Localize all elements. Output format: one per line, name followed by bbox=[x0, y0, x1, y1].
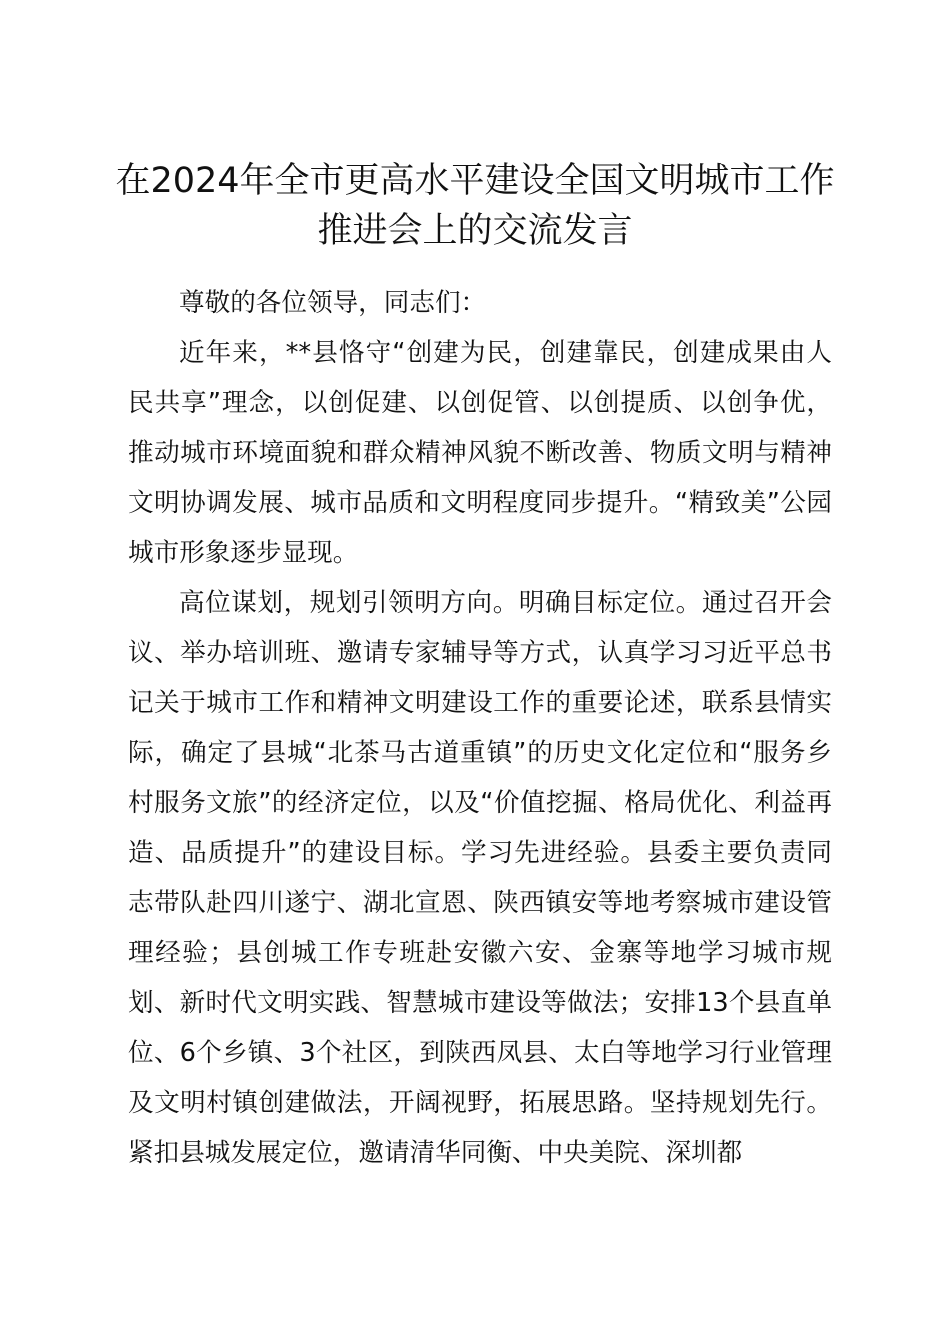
document-title: 在2024年全市更高水平建设全国文明城市工作推进会上的交流发言 bbox=[115, 161, 835, 251]
document-body bbox=[128, 278, 832, 1178]
salutation: 尊敬的各位领导，同志们： bbox=[179, 288, 487, 318]
paragraph-planning: 高位谋划，规划引领明方向。明确目标定位。通过召开会议、举办培训班、邀请专家辅导等方式，认真学习习近平总书记关于城市工作和精神文明建设工作的重要论述，联系县情实际，确定了县城“北茶马古道重镇”的历史文化定位和“服务乡村服务文旅”的经济定位，以及“价值挖掘、格局优化、利益再造、品质提升”的建设目标。学习先进经验。县委主要负责同志带队赴四川遂宁、湖北宣恩、陕西镇安等地考察城市建设管理经验；县创城工作专班赴安徽六安、金寨等地学习城市规划、新时代文明实践、智慧城市建设等做法；安排13个县直单位、6个乡镇、3个社区，到陕西凤县、太白等地学习行业管理及文明村镇创建做法，开阔视野，拓展思路。坚持规划先行。紧扣县城发展定位，邀请清华同衡、中央美院、深圳都 bbox=[128, 588, 832, 1168]
paragraph-intro: 近年来，**县恪守“创建为民，创建靠民，创建成果由人民共享”理念，以创促建、以创促管、以创提质、以创争优，推动城市环境面貌和群众精神风貌不断改善、物质文明与精神文明协调发展、城市品质和文明程度同步提升。“精致美”公园城市形象逐步显现。 bbox=[128, 338, 832, 568]
